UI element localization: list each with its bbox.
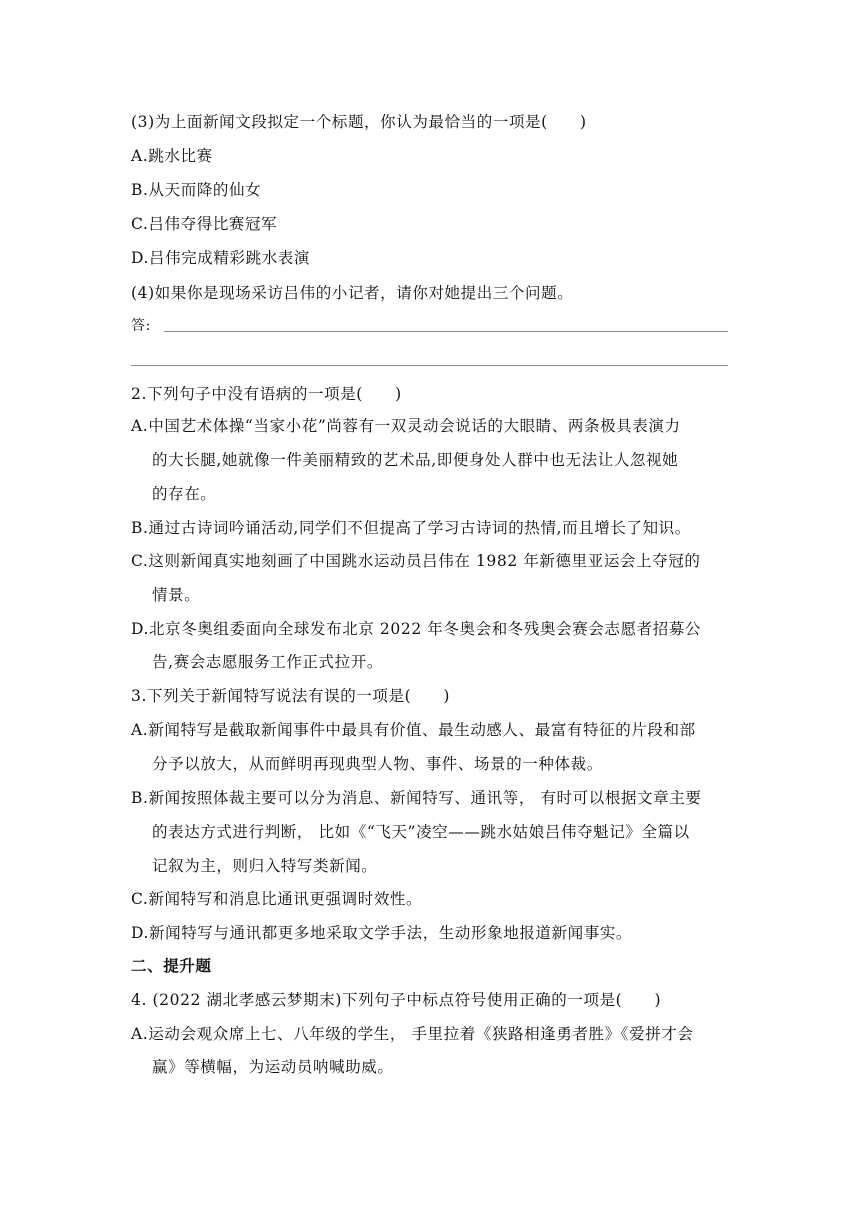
item2-c-line1: C.这则新闻真实地刻画了中国跳水运动员吕伟在 1982 年新德里亚运会上夺冠的 [131, 552, 701, 570]
item3-b-line1: B.新闻按照体裁主要可以分为消息、新闻特写、通讯等， 有时可以根据文章主要 [131, 789, 702, 807]
item2-d-line2: 告,赛会志愿服务工作正式拉开。 [152, 653, 383, 671]
q3-option-b: B.从天而降的仙女 [131, 181, 262, 199]
item2-b-line1: B.通过古诗词吟诵活动,同学们不但提高了学习古诗词的热情,而且增长了知识。 [131, 519, 691, 537]
item3-stem: 3.下列关于新闻特写说法有误的一项是( ) [131, 687, 451, 705]
q3-stem: (3)为上面新闻文段拟定一个标题，你认为最恰当的一项是( ) [131, 113, 587, 131]
item3-a-line1: A.新闻特写是截取新闻事件中最具有价值、最生动感人、最富有特征的片段和部 [131, 721, 696, 739]
item2-a-line1: A.中国艺术体操“当家小花”尚蓉有一双灵动会说话的大眼睛、两条极具表演力 [131, 417, 681, 435]
item3-c-line1: C.新闻特写和消息比通讯更强调时效性。 [131, 890, 423, 908]
item2-stem: 2.下列句子中没有语病的一项是( ) [131, 385, 402, 403]
item2-c-line2: 情景。 [152, 586, 201, 604]
item4-a-line1: A.运动会观众席上七、八年级的学生， 手里拉着《狭路相逢勇者胜》《爱拼才会 [131, 1025, 694, 1043]
item3-b-line3: 记叙为主，则归入特写类新闻。 [152, 857, 378, 875]
q4-stem: (4)如果你是现场采访吕伟的小记者，请你对她提出三个问题。 [131, 284, 574, 302]
item2-d-line1: D.北京冬奥组委面向全球发布北京 2022 年冬奥会和冬残奥会赛会志愿者招募公 [131, 620, 702, 638]
q3-option-d: D.吕伟完成精彩跳水表演 [131, 249, 311, 267]
item3-d-line1: D.新闻特写与通讯都更多地采取文学手法，生动形象地报道新闻事实。 [131, 924, 633, 942]
answer-label: 答: [131, 318, 151, 334]
answer-line-2 [131, 365, 728, 366]
q3-option-a: A.跳水比赛 [131, 147, 213, 165]
section-heading: 二、提升题 [131, 957, 212, 975]
q3-option-c: C.吕伟夺得比赛冠军 [131, 215, 278, 233]
item3-a-line2: 分予以放大，从而鲜明再现典型人物、事件、场景的一种体裁。 [152, 755, 603, 773]
item2-a-line3: 的存在。 [152, 485, 217, 503]
answer-line-1 [164, 331, 728, 332]
item2-a-line2: 的大长腿,她就像一件美丽精致的艺术品,即便身处人群中也无法让人忽视她 [152, 451, 679, 469]
item4-a-line2: 赢》等横幅，为运动员呐喊助威。 [152, 1058, 394, 1076]
item3-b-line2: 的表达方式进行判断， 比如《“飞天”凌空——跳水姑娘吕伟夺魁记》全篇以 [152, 823, 690, 841]
item4-stem: 4. (2022 湖北孝感云梦期末)下列句子中标点符号使用正确的一项是( ) [131, 991, 662, 1009]
